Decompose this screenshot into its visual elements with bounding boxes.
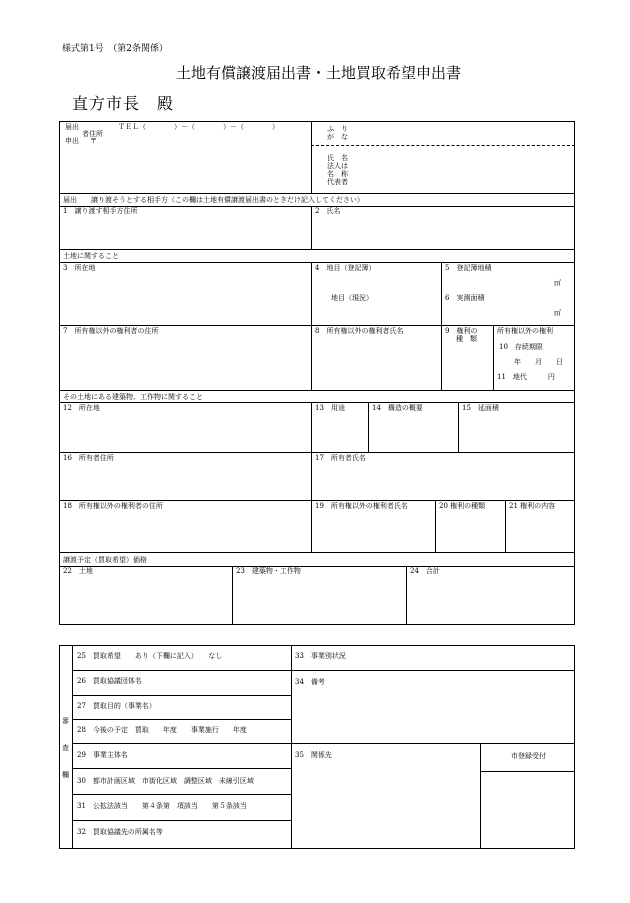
city-receipt-label: 市登録受付 <box>511 752 546 760</box>
non-ownership-rights-label: 所有権以外の権利 <box>497 327 553 335</box>
applicant-label-todokede: 届出 <box>65 123 79 131</box>
field-4-label: 4 地目（登記簿） <box>315 264 376 272</box>
field-6-label: 6 実測面積 <box>445 294 485 302</box>
col-divider <box>311 262 312 390</box>
furigana-label: ふ り <box>327 125 348 133</box>
field-28-label: 28 今後の予定 買取 年度 事業施行 年度 <box>77 726 247 734</box>
building-section-header: その土地にある建築物、工作物に関すること <box>63 393 203 401</box>
review-side-label: 査 <box>62 744 69 752</box>
col-divider <box>493 325 494 390</box>
col-divider <box>311 121 312 193</box>
row-divider <box>59 249 575 250</box>
review-side-label: 審 <box>62 717 69 725</box>
row-divider <box>59 500 575 501</box>
row-divider <box>291 743 575 744</box>
field-4-current-label: 地目（現況） <box>331 294 373 302</box>
field-11-label: 11 地代 円 <box>497 373 555 381</box>
field-24-label: 24 合計 <box>410 567 440 575</box>
furigana-label-2: が な <box>327 133 348 141</box>
field-33-label: 33 事業別状況 <box>295 652 346 660</box>
field-19-label: 19 所有権以外の権利者氏名 <box>315 502 408 510</box>
row-divider <box>59 552 575 553</box>
field-5-label: 5 登記簿地積 <box>445 264 492 272</box>
row-divider <box>72 719 291 720</box>
col-divider <box>480 743 481 849</box>
field-34-label: 34 備考 <box>295 678 325 686</box>
row-divider <box>59 452 575 453</box>
field-18-label: 18 所有権以外の権利者の住所 <box>63 502 163 510</box>
col-divider <box>311 206 312 249</box>
postal-mark: 〒 <box>90 137 97 145</box>
field-26-label: 26 買取協議団体名 <box>77 677 142 685</box>
col-divider <box>291 645 292 849</box>
applicant-address-label: 者住所 <box>82 130 103 138</box>
row-divider <box>59 193 575 194</box>
field-8-label: 8 所有権以外の権利者氏名 <box>315 327 404 335</box>
col-divider <box>505 500 506 552</box>
field-23-label: 23 建築物・工作物 <box>236 567 301 575</box>
field-1-label: 1 譲り渡す相手方住所 <box>63 207 138 215</box>
field-32-label: 32 買取協議先の所属名等 <box>77 828 163 836</box>
unit-sqm: ㎡ <box>554 279 561 287</box>
field-15-label: 15 延面積 <box>462 404 499 412</box>
applicant-tel-field[interactable]: ＴＥＬ（ ）－（ ）－（ ） <box>118 123 279 131</box>
field-12-label: 12 所在地 <box>63 404 100 412</box>
row-divider <box>59 390 575 391</box>
field-10-label: 10 存続期限 <box>499 343 543 351</box>
representative-label: 代表者 <box>327 178 348 186</box>
row-divider <box>291 670 575 671</box>
field-9-label: 9 権利の <box>445 327 478 335</box>
review-side-label: 欄 <box>62 771 69 779</box>
date-placeholder: 年 月 日 <box>514 358 563 366</box>
field-9-label-2: 種 類 <box>456 335 477 343</box>
col-divider <box>232 566 233 625</box>
field-20-label: 20 権利の種類 <box>439 502 486 510</box>
unit-sqm: ㎡ <box>554 309 561 317</box>
counterparty-section-header: 届出 譲り渡そうとする相手方（この欄は土地有償譲渡届出書のときだけ記入してください） <box>63 196 364 204</box>
row-divider <box>59 262 575 263</box>
col-divider <box>368 402 369 452</box>
col-divider <box>406 566 407 625</box>
field-30-label: 30 都市計画区域 市街化区域 調整区域 未線引区域 <box>77 777 254 785</box>
row-divider <box>59 325 575 326</box>
applicant-name-label: 氏 名 <box>327 154 348 162</box>
row-divider <box>72 670 291 671</box>
review-form <box>59 645 575 849</box>
page-title: 土地有償譲渡届出書・土地買取希望申出書 <box>176 64 462 82</box>
field-31-label: 31 公拡法該当 第４条第 項該当 第５条該当 <box>77 802 247 810</box>
furigana-divider <box>311 145 575 146</box>
col-divider <box>435 500 436 552</box>
row-divider <box>59 402 575 403</box>
field-16-label: 16 所有者住所 <box>63 454 114 462</box>
col-divider <box>441 262 442 390</box>
field-3-label: 3 所在地 <box>63 264 96 272</box>
col-divider <box>458 402 459 452</box>
field-14-label: 14 構造の概要 <box>372 404 423 412</box>
field-25-label: 25 買取希望 あり（下欄に記入） なし <box>77 652 223 660</box>
row-divider <box>72 743 291 744</box>
row-divider <box>59 566 575 567</box>
field-13-label: 13 用途 <box>315 404 345 412</box>
field-17-label: 17 所有者氏名 <box>315 454 366 462</box>
field-35-label: 35 関係先 <box>295 751 332 759</box>
corporation-name-label: 名 称 <box>327 170 348 178</box>
field-29-label: 29 事業主体名 <box>77 751 128 759</box>
row-divider <box>72 695 291 696</box>
field-21-label: 21 権利の内容 <box>509 502 556 510</box>
col-divider <box>311 402 312 552</box>
row-divider <box>480 771 575 772</box>
field-2-label: 2 氏名 <box>315 207 341 215</box>
col-divider <box>72 645 73 849</box>
row-divider <box>72 820 291 821</box>
row-divider <box>72 768 291 769</box>
applicant-label-shinshutsu: 申出 <box>65 137 79 145</box>
price-section-header: 譲渡予定（買取希望）価格 <box>63 556 147 564</box>
form-number: 様式第1号 （第2条関係） <box>62 44 168 54</box>
corporation-label: 法人は <box>327 162 348 170</box>
field-27-label: 27 買取目的（事業名） <box>77 702 156 710</box>
row-divider <box>72 794 291 795</box>
field-7-label: 7 所有権以外の権利者の住所 <box>63 327 159 335</box>
field-22-label: 22 土地 <box>63 567 93 575</box>
land-section-header: 土地に関すること <box>63 252 119 260</box>
addressee: 直方市長 殿 <box>72 94 175 113</box>
